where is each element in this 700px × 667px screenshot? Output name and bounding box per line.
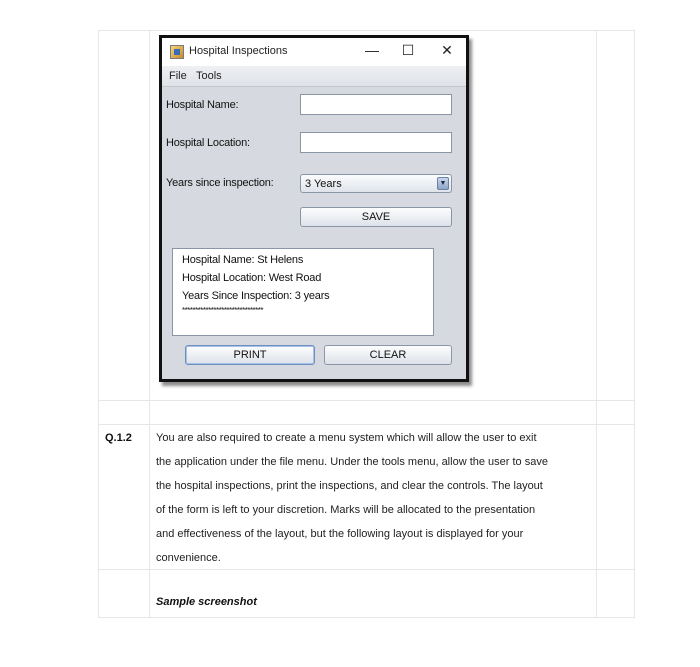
question-text-line: You are also required to create a menu system which will allow the user to exit bbox=[156, 432, 537, 444]
table-border-top bbox=[98, 30, 635, 31]
years-selected-value: 3 Years bbox=[305, 178, 342, 190]
question-text-line: and effectiveness of the layout, but the following layout is displayed for your bbox=[156, 528, 524, 540]
close-icon[interactable]: ✕ bbox=[441, 42, 453, 58]
table-border-bottom bbox=[98, 617, 635, 618]
menu-tools[interactable]: Tools bbox=[196, 70, 222, 82]
hospital-inspections-window bbox=[159, 35, 469, 382]
question-text-line: the application under the file menu. Under the tools menu, allow the user to save bbox=[156, 456, 548, 468]
table-border-left bbox=[98, 30, 99, 618]
table-border-right bbox=[634, 30, 635, 618]
dropdown-arrow-icon[interactable]: ▼ bbox=[437, 177, 449, 190]
sample-screenshot-caption: Sample screenshot bbox=[156, 596, 257, 608]
question-text-line: the hospital inspections, print the inspections, and clear the controls. The layout bbox=[156, 480, 543, 492]
output-line: ******************************* bbox=[182, 306, 264, 315]
print-button[interactable]: PRINT bbox=[185, 345, 315, 365]
java-app-icon bbox=[170, 45, 184, 59]
output-line: Hospital Location: West Road bbox=[182, 272, 322, 284]
title-bar bbox=[162, 38, 466, 66]
window-title: Hospital Inspections bbox=[189, 45, 288, 57]
clear-button[interactable]: CLEAR bbox=[324, 345, 452, 365]
maximize-icon[interactable]: ☐ bbox=[401, 42, 415, 58]
hospital-name-input[interactable] bbox=[300, 94, 452, 115]
question-text-line: of the form is left to your discretion. Marks will be allocated to the presentation bbox=[156, 504, 536, 516]
question-number: Q.1.2 bbox=[105, 432, 132, 444]
minimize-icon[interactable]: — bbox=[365, 42, 379, 58]
output-line: Years Since Inspection: 3 years bbox=[182, 290, 330, 302]
hospital-location-input[interactable] bbox=[300, 132, 452, 153]
table-row-line-1 bbox=[98, 400, 635, 401]
table-border-col1 bbox=[149, 30, 150, 618]
table-border-col2 bbox=[596, 30, 597, 618]
output-line: Hospital Name: St Helens bbox=[182, 254, 304, 266]
question-text-line: convenience. bbox=[156, 552, 221, 564]
years-since-inspection-label: Years since inspection: bbox=[166, 177, 274, 189]
table-row-line-3 bbox=[98, 569, 635, 570]
table-row-line-2 bbox=[98, 424, 635, 425]
menu-file[interactable]: File bbox=[169, 70, 187, 82]
save-button[interactable]: SAVE bbox=[300, 207, 452, 227]
years-since-inspection-select[interactable] bbox=[300, 174, 452, 193]
menu-bar bbox=[162, 66, 466, 87]
output-textarea[interactable] bbox=[172, 248, 434, 336]
hospital-name-label: Hospital Name: bbox=[166, 99, 239, 111]
hospital-location-label: Hospital Location: bbox=[166, 137, 250, 149]
